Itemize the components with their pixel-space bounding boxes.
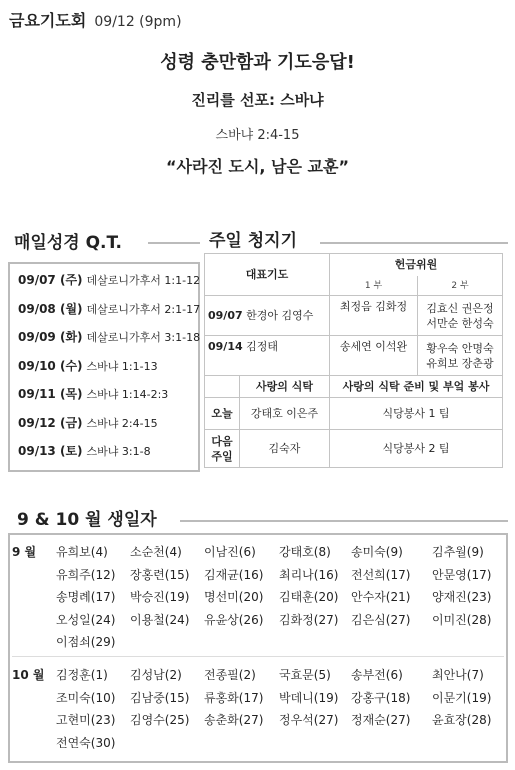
birthday-entry: 최리나(16) [279,567,339,582]
row-0907-prayer: 09/07 한경아 김영수 [205,296,330,336]
birthday-entry: 장홍련(15) [130,567,190,582]
birthday-entry: 전연숙(30) [56,735,116,750]
steward-title-rule [320,242,508,244]
qt-date: 09/13 (토) [18,444,83,458]
qt-reference: 스바냐 2:4-15 [86,416,158,430]
sermon-heading: 성령 충만함과 기도응답! [160,52,355,73]
birthday-title: 9 & 10 월 생일자 [17,510,163,530]
birthday-entry: 송춘화(27) [204,713,264,727]
birthday-entry: 김남중(15) [130,690,190,705]
qt-date: 09/10 (수) [18,358,83,373]
next-meal: 김숙자 [240,430,330,468]
qt-reference: 데살로니가후서 2:1-17 [86,302,201,316]
birthday-entry: 김추월(9) [432,545,484,559]
qt-row [18,328,200,345]
qt-reference: 데살로니가후서 3:1-18 [86,331,201,344]
birthday-entry: 고현미(23) [56,713,116,727]
month-label-sep: 9 월 [12,545,37,559]
qt-date: 09/11 (목) [18,387,83,401]
offering-sub-1: 1 부 [330,276,418,296]
next-label: 다음 주일 [205,430,240,468]
birthday-entry: 유희주(12) [56,567,116,582]
birthday-title-rule [180,520,508,522]
birthday-entry: 정우석(27) [279,713,339,727]
qt-row [18,385,168,402]
offering-header: 헌금위원 [330,254,503,276]
birthday-entry: 김영수(25) [130,713,190,727]
today-team: 식당봉사 1 팀 [330,398,503,430]
row-0914-prayer: 09/14 김정태 [205,336,330,376]
qt-reference: 스바냐 1:14-2:3 [86,388,169,401]
sermon-passage: 스바냐 2:4-15 [215,128,300,143]
row-0914-offering-2: 황우숙 안명숙 유희보 장춘광 [418,336,503,376]
steward-table [204,253,503,468]
birthday-box [8,533,508,763]
birthday-entry: 김태훈(20) [279,590,339,604]
qt-title: 매일성경 Q.T. [14,233,128,253]
qt-date: 09/12 (금) [18,415,83,430]
qt-row [18,271,200,288]
qt-date: 09/07 (주) [18,273,83,287]
sermon-subtitle: 진리를 선포: 스바냐 [191,91,324,109]
service-title: 금요기도회 [9,11,87,30]
birthday-entry: 유윤상(26) [204,612,264,627]
qt-date: 09/09 (화) [18,330,83,344]
sermon-quote: “사라진 도시, 남은 교훈” [166,157,349,176]
birthday-entry: 류홍화(17) [204,690,264,705]
today-meal: 강태호 이은주 [240,398,330,430]
birthday-entry: 국효문(5) [279,668,331,682]
row-0914-offering-1: 송세연 이석완 [330,336,418,376]
meal-header: 사랑의 식탁 [240,376,330,398]
service-date: 09/12 (9pm) [94,14,182,30]
prayer-header: 대표기도 [205,254,330,296]
birthday-entry: 강태호(8) [279,545,331,559]
row-0907-offering-2: 김효신 권은정 서만순 한성숙 [418,296,503,336]
birthday-entry: 박데니(19) [279,690,339,705]
birthday-entry: 안문영(17) [432,567,492,582]
birthday-divider [12,656,504,657]
birthday-entry: 전종필(2) [204,668,256,682]
offering-sub-2: 2 부 [418,276,503,296]
qt-reference: 스바냐 1:1-13 [86,359,158,373]
birthday-entry: 이미진(28) [432,612,492,627]
birthday-entry: 이용철(24) [130,612,190,627]
birthday-entry: 송명례(17) [56,590,116,604]
qt-date: 09/08 (월) [18,301,83,316]
qt-box [8,262,200,472]
month-label-oct: 10 월 [12,668,45,682]
birthday-entry: 최안나(7) [432,668,484,682]
birthday-entry: 안수자(21) [351,590,411,604]
row-0907-offering-1: 최정음 김화정 [330,296,418,336]
qt-row [18,414,158,431]
qt-row [18,442,151,459]
birthday-entry: 정재순(27) [351,713,411,727]
birthday-entry: 소순천(4) [130,545,182,559]
service-header [9,8,182,31]
birthday-entry: 윤효장(28) [432,713,492,727]
meal-corner [205,376,240,398]
birthday-entry: 김성남(2) [130,668,182,682]
birthday-entry: 이문기(19) [432,690,492,705]
birthday-entry: 전선희(17) [351,567,411,582]
next-team: 식당봉사 2 팀 [330,430,503,468]
meal-service-header: 사랑의 식탁 준비 및 부엌 봉사 [330,376,503,398]
birthday-entry: 김은심(27) [351,612,411,627]
birthday-entry: 이남진(6) [204,545,256,559]
birthday-entry: 양재진(23) [432,590,492,604]
birthday-entry: 송미숙(9) [351,545,403,559]
steward-title: 주일 청지기 [209,231,303,251]
birthday-entry: 조미숙(10) [56,690,116,705]
qt-reference: 스바냐 3:1-8 [86,445,151,458]
qt-title-rule [148,242,200,244]
qt-row [18,300,200,317]
birthday-entry: 오성일(24) [56,612,116,627]
birthday-entry: 명선미(20) [204,590,264,604]
qt-reference: 데살로니가후서 1:1-12 [86,274,201,287]
birthday-entry: 송부전(6) [351,668,403,682]
qt-row [18,357,158,374]
birthday-entry: 유희보(4) [56,545,108,559]
birthday-entry: 강홍구(18) [351,690,411,705]
today-label: 오늘 [205,398,240,430]
birthday-entry: 박승진(19) [130,590,190,604]
birthday-entry: 김화정(27) [279,612,339,627]
birthday-entry: 이점쇠(29) [56,635,116,649]
birthday-entry: 김재균(16) [204,567,264,582]
birthday-entry: 김정훈(1) [56,668,108,682]
